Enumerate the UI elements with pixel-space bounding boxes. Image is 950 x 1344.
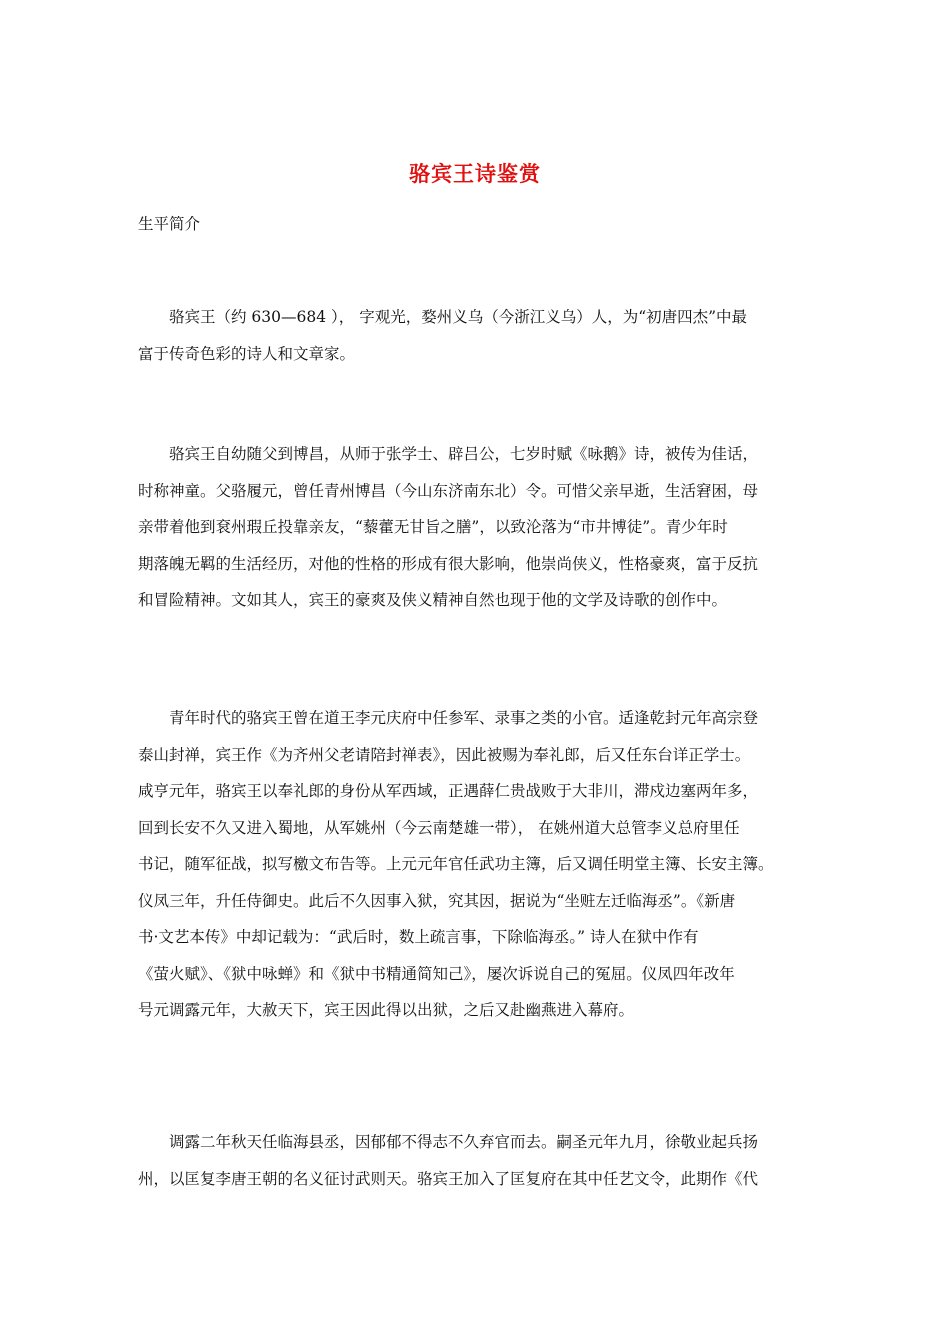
paragraph-line: 骆宾王（约 630—684 ）， 字观光，婺州义乌（今浙江义乌）人，为“初唐四杰”中最 (169, 308, 748, 326)
paragraph-line: 亲带着他到袞州瑕丘投靠亲友，“藜藿无甘旨之膳”，以致沦落为“市井博徒”。青少年时 (138, 518, 728, 536)
paragraph-3 (138, 700, 818, 1029)
paragraph-line: 泰山封禅，宾王作《为齐州父老请陪封禅表》，因此被赐为奉礼郎，后又任东台详正学士。 (138, 745, 751, 764)
paragraph-line: 期落魄无羁的生活经历，对他的性格的形成有很大影响，他崇尚侠义，性格豪爽，富于反抗 (138, 554, 759, 573)
paragraph-line: 号元调露元年，大赦天下，宾王因此得以出狱，之后又赴幽燕进入幕府。 (138, 1001, 635, 1019)
paragraph-line: 和冒险精神。文如其人，宾王的豪爽及侠义精神自然也现于他的文学及诗歌的创作中。 (138, 591, 728, 609)
section-heading: 生平简介 (138, 215, 201, 233)
paragraph-line: 骆宾王自幼随父到博昌，从师于张学士、辟吕公，七岁时赋《咏鹅》诗，被传为佳话， (169, 445, 759, 463)
paragraph-line: 回到长安不久又进入蜀地，从军姚州（今云南楚雄一带）， 在姚州道大总管李义总府里任 (138, 818, 740, 837)
document-title: 骆宾王诗鉴赏 (409, 161, 541, 186)
paragraph-line: 时称神童。父骆履元，曾任青州博昌（今山东济南东北）令。可惜父亲早逝，生活窘困，母 (138, 481, 759, 500)
paragraph-line: 仪凤三年，升任侍御史。此后不久因事入狱，究其因，据说为“坐赃左迁临海丞”。《新唐 (138, 891, 736, 910)
paragraph-line: 《萤火赋》、《狱中咏蝉》和《狱中书精通简知己》，屡次诉说自己的冤屈。仪凤四年改年 (138, 964, 735, 983)
paragraph-line: 调露二年秋天任临海县丞，因郁郁不得志不久弃官而去。嗣圣元年九月，徐敬业起兵扬 (169, 1133, 759, 1151)
paragraph-2 (138, 436, 818, 619)
paragraph-4 (138, 1124, 818, 1197)
paragraph-line: 富于传奇色彩的诗人和文章家。 (138, 344, 356, 363)
paragraph-line: 书记，随军征战，拟写檄文布告等。上元元年官任武功主簿，后又调任明堂主簿、长安主簿。 (138, 855, 774, 873)
paragraph-line: 书·文艺本传》中却记载为：“武后时，数上疏言事，下除临海丞。” 诗人在狱中作有 (138, 928, 699, 946)
paragraph-line: 州，以匡复李唐王朝的名义征讨武则天。骆宾王加入了匡复府在其中任艺文令，此期作《代 (138, 1169, 759, 1188)
paragraph-1 (138, 299, 818, 372)
paragraph-line: 青年时代的骆宾王曾在道王李元庆府中任参军、录事之类的小官。适逢乾封元年高宗登 (169, 709, 759, 727)
paragraph-line: 咸亨元年，骆宾王以奉礼郎的身份从军西域，正遇薛仁贵战败于大非川，滞戍边塞两年多， (138, 782, 759, 800)
